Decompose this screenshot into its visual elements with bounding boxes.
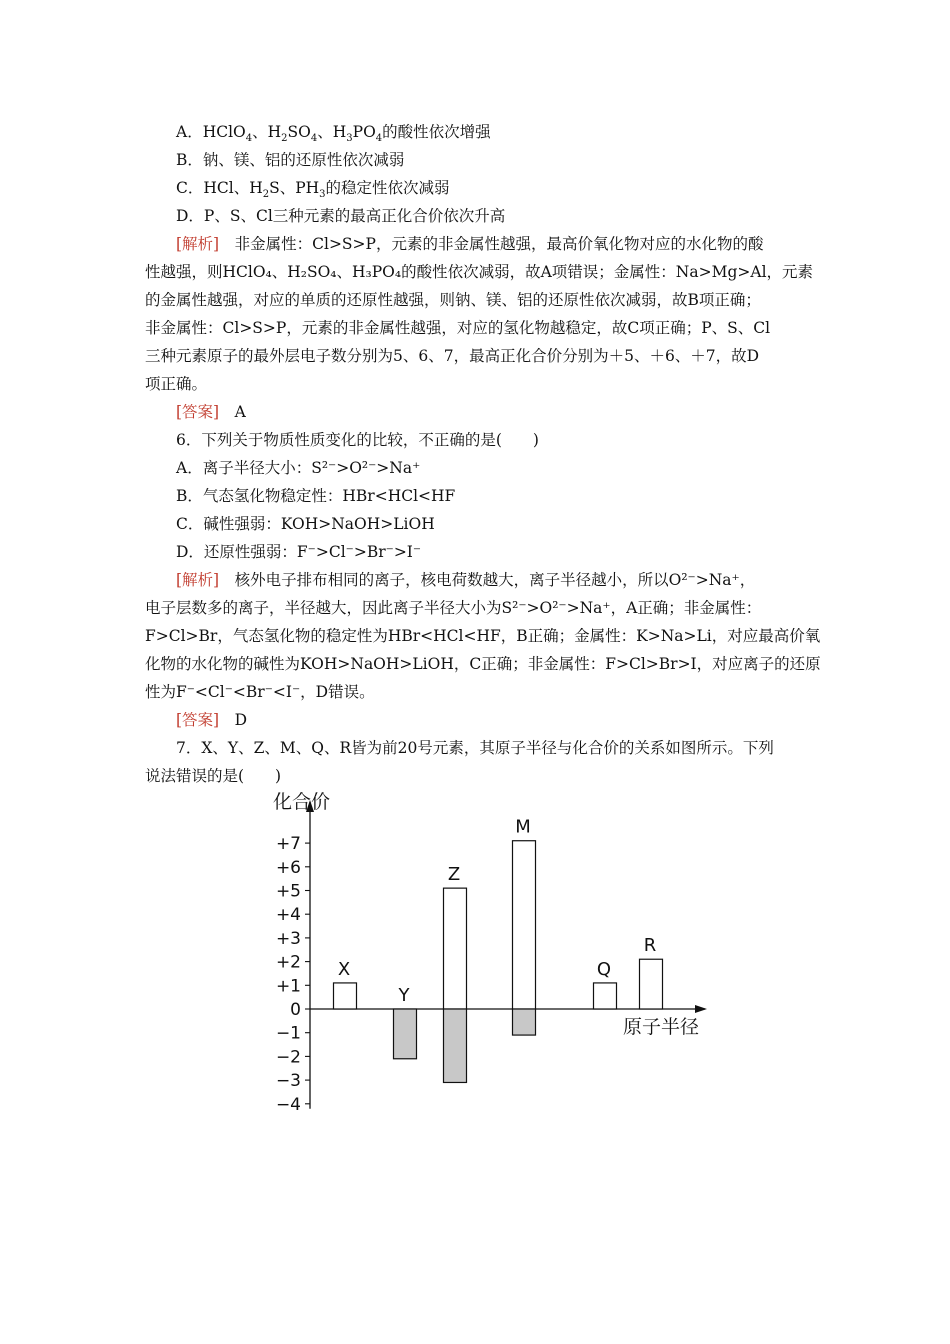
- y-tick-label: −2: [275, 1047, 301, 1068]
- bar-positive-q: [594, 983, 617, 1009]
- q6-stem: 6．下列关于物质性质变化的比较，不正确的是( ): [176, 431, 539, 449]
- q5-answer: [答案] A: [176, 403, 246, 421]
- valence-radius-chart: [265, 790, 725, 1120]
- q5-analysis-line-3: 非金属性：Cl>S>P，元素的非金属性越强，对应的氢化物越稳定，故C项正确；P、S、Cl: [145, 319, 771, 337]
- sub-3c: 3: [319, 189, 326, 201]
- sub-4c: 4: [375, 133, 383, 145]
- q5-option-a: A．HClO$_4$、$H_2SO_4$、$H_3PO_4$的酸性依次增强: [176, 123, 491, 145]
- q5-option-d: D．P、S、Cl三种元素的最高正化合价依次升高: [176, 207, 506, 225]
- y-tick-label: +4: [275, 905, 301, 926]
- q6-analysis-line-2: F>Cl>Br，气态氢化物的稳定性为HBr<HCl<HF，B正确；金属性：K>Na>Li，对应最高价氧: [145, 627, 821, 645]
- y-tick-label: +6: [275, 857, 301, 878]
- q5-analysis-line-0: [解析] 非金属性：Cl>S>P，元素的非金属性越强，最高价氧化物对应的水化物的酸: [176, 235, 764, 253]
- bar-label-y: Y: [398, 985, 410, 1006]
- x-axis-title: 原子半径: [623, 1016, 700, 1038]
- y-tick-label: +1: [275, 976, 301, 997]
- bar-positive-m: [513, 841, 536, 1009]
- q5-analysis-line-2: 的金属性越强，对应的单质的还原性越强，则钠、镁、铝的还原性依次减弱，故B项正确；: [145, 291, 761, 309]
- q6-analysis-line-3: 化物的水化物的碱性为KOH>NaOH>LiOH，C正确；非金属性：F>Cl>Br>I，对应离子的还原: [145, 655, 821, 673]
- q5-option-c: C．HCl、$H_2S$、$PH_3$的稳定性依次减弱: [176, 179, 450, 201]
- y-tick-label: −3: [275, 1071, 301, 1092]
- bar-label-q: Q: [596, 958, 612, 980]
- y-tick-label: −4: [275, 1094, 301, 1115]
- bar-negative-z: [444, 1009, 467, 1082]
- y-tick-label: +3: [275, 928, 301, 949]
- q5-analysis-line-1: 性越强，则HClO₄、H₂SO₄、H₃PO₄的酸性依次减弱，故A项错误；金属性：Na>Mg>Al，元素: [145, 263, 814, 281]
- bar-label-x: X: [337, 958, 351, 980]
- y-tick-label: +2: [275, 952, 301, 973]
- q6-analysis-line-4: 性为F⁻<Cl⁻<Br⁻<I⁻，D错误。: [145, 683, 375, 701]
- q5-option-b: B．钠、镁、铝的还原性依次减弱: [176, 151, 405, 169]
- x-axis-arrow: [695, 1005, 707, 1013]
- answer-tag: [答案]: [176, 403, 220, 421]
- q6-option-a: A．离子半径大小：S²⁻>O²⁻>Na⁺: [176, 459, 421, 477]
- answer-tag: [答案]: [176, 711, 220, 729]
- bar-label-m: M: [515, 816, 531, 838]
- bar-positive-z: [444, 888, 467, 1009]
- analysis-tag: [解析]: [176, 235, 220, 253]
- bar-positive-r: [640, 959, 663, 1009]
- q6-option-c: C．碱性强弱：KOH>NaOH>LiOH: [176, 515, 435, 533]
- q6-answer: [答案] D: [176, 711, 248, 729]
- q5-analysis-line-4: 三种元素原子的最外层电子数分别为5、6、7，最高正化合价分别为＋5、＋6、＋7，故D: [145, 347, 760, 365]
- q7-stem-line-0: 7．X、Y、Z、M、Q、R皆为前20号元素，其原子半径与化合价的关系如图所示。下列: [176, 739, 774, 757]
- q6-option-d: D．还原性强弱：F⁻>Cl⁻>Br⁻>I⁻: [176, 543, 422, 561]
- sub-2c: 2: [262, 189, 270, 201]
- analysis-tag: [解析]: [176, 571, 220, 589]
- q5-analysis-line-5: 项正确。: [145, 375, 208, 393]
- y-tick-label: −1: [275, 1023, 301, 1044]
- bar-label-z: Z: [447, 864, 461, 886]
- bar-label-r: R: [643, 935, 657, 957]
- y-tick-label: 0: [290, 1000, 301, 1020]
- bar-negative-m: [513, 1009, 536, 1035]
- q7-stem-line-1: 说法错误的是( ): [145, 767, 282, 785]
- sub-4b: 4: [310, 133, 318, 145]
- q6-analysis-line-1: 电子层数多的离子，半径越大，因此离子半径大小为S²⁻>O²⁻>Na⁺，A正确；非金属性：: [145, 599, 762, 617]
- bar-negative-y: [394, 1009, 417, 1059]
- bar-positive-x: [334, 983, 357, 1009]
- y-tick-label: +5: [275, 881, 301, 902]
- q6-option-b: B．气态氢化物稳定性：HBr<HCl<HF: [176, 487, 456, 505]
- q6-analysis-line-0: [解析] 核外电子排布相同的离子，核电荷数越大，离子半径越小，所以O²⁻>Na⁺，: [176, 571, 756, 589]
- y-axis-title: 化合价: [273, 791, 331, 813]
- y-tick-label: +7: [275, 834, 301, 855]
